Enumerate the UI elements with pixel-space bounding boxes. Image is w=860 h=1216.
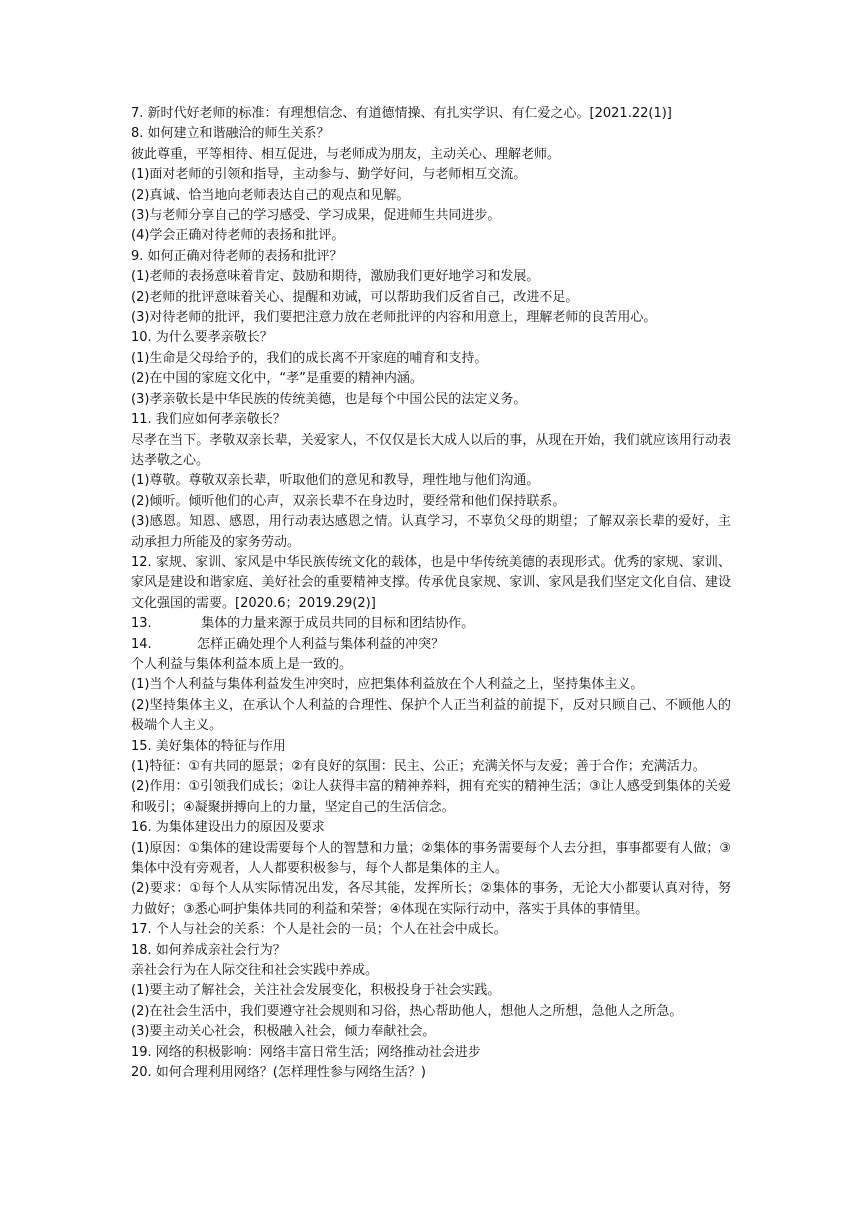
answer-14-intro: 个人利益与集体利益本质上是一致的。 xyxy=(131,656,353,672)
question-20: 20. 如何合理利用网络？(怎样理性参与网络生活？) xyxy=(131,1065,426,1081)
answer-11-point-1: (1)尊敬。尊敬双亲长辈，听取他们的意见和教导，理性地与他们沟通。 xyxy=(131,473,540,489)
answer-18-point-2: (2)在社会生活中，我们要遵守社会规则和习俗，热心帮助他人，想他人之所想，急他人之所急。 xyxy=(131,1003,683,1019)
answer-9-point-2: (2)老师的批评意味着关心、提醒和劝诫，可以帮助我们反省自己，改进不足。 xyxy=(131,289,579,305)
question-11: 11. 我们应如何孝亲敬长？ xyxy=(131,412,286,428)
answer-10-point-2: (2)在中国的家庭文化中，“孝”是重要的精神内涵。 xyxy=(131,371,423,387)
answer-11-intro: 尽孝在当下。孝敬双亲长辈，关爱家人，不仅仅是长大成人以后的事，从现在开始，我们就应该用行动表达孝敬之心。 xyxy=(131,432,731,468)
answer-8-intro: 彼此尊重，平等相待、相互促进，与老师成为朋友，主动关心、理解老师。 xyxy=(131,146,561,162)
answer-14-point-1: (1)当个人利益与集体利益发生冲突时，应把集体利益放在个人利益之上，坚持集体主义。 xyxy=(131,677,644,693)
item-7: 7. 新时代好老师的标准：有理想信念、有道德情操、有扎实学识、有仁爱之心。[2021.22(1)] xyxy=(131,106,672,121)
answer-11-point-2: (2)倾听。倾听他们的心声，双亲长辈不在身边时，要经常和他们保持联系。 xyxy=(131,493,566,509)
answer-8-point-3: (3)与老师分享自己的学习感受、学习成果，促进师生共同进步。 xyxy=(131,208,501,224)
answer-8-point-2: (2)真诚、恰当地向老师表达自己的观点和见解。 xyxy=(131,187,410,203)
document-page xyxy=(131,104,731,1084)
answer-14-point-2: (2)坚持集体主义，在承认个人利益的合理性、保护个人正当利益的前提下，反对只顾自己、不顾他人的极端个人主义。 xyxy=(131,697,731,734)
answer-9-point-3: (3)对待老师的批评，我们要把注意力放在老师批评的内容和用意上，理解老师的良苦用心。 xyxy=(131,310,657,326)
answer-8-point-1: (1)面对老师的引领和指导，主动参与、勤学好问，与老师相互交流。 xyxy=(131,167,527,183)
answer-10-point-3: (3)孝亲敬长是中华民族的传统美德，也是每个中国公民的法定义务。 xyxy=(131,391,527,407)
heading-15: 15. 美好集体的特征与作用 xyxy=(131,738,286,754)
answer-18-intro: 亲社会行为在人际交往和社会实践中养成。 xyxy=(131,963,379,979)
answer-8-point-4: (4)学会正确对待老师的表扬和批评。 xyxy=(131,228,345,244)
item-19: 19. 网络的积极影响：网络丰富日常生活；网络推动社会进步 xyxy=(131,1044,481,1060)
item-17: 17. 个人与社会的关系：个人是社会的一员；个人在社会中成长。 xyxy=(131,922,507,938)
question-18: 18. 如何养成亲社会行为？ xyxy=(131,942,286,958)
answer-15-features: (1)特征：①有共同的愿景；②有良好的氛围：民主、公正；充满关怀与友爱；善于合作；充满活力。 xyxy=(131,759,706,774)
heading-16: 16. 为集体建设出力的原因及要求 xyxy=(131,820,325,836)
answer-16-requirements: (2)要求：①每个人从实际情况出发，各尽其能，发挥所长；②集体的事务，无论大小都要认真对待，努力做好；③悉心呵护集体共同的利益和荣誉；④体现在实际行动中，落实于具体的事情里。 xyxy=(131,881,731,917)
question-9: 9. 如何正确对待老师的表扬和批评？ xyxy=(131,248,343,264)
answer-15-roles: (2)作用：①引领我们成长；②让人获得丰富的精神养料，拥有充实的精神生活；③让人感受到集体的关爱和吸引；④凝聚拼搏向上的力量，坚定自己的生活信念。 xyxy=(131,779,731,815)
item-13: 13. 集体的力量来源于成员共同的目标和团结协作。 xyxy=(131,616,475,632)
answer-16-reasons: (1)原因：①集体的建设需要每个人的智慧和力量；②集体的事务需要每个人去分担，事事都要有人做；③集体中没有旁观者，人人都要积极参与，每个人都是集体的主人。 xyxy=(131,840,731,877)
answer-11-point-3: (3)感恩。知恩、感恩，用行动表达感恩之情。认真学习，不辜负父母的期望；了解双亲长辈的爱好，主动承担力所能及的家务劳动。 xyxy=(131,514,731,550)
question-8: 8. 如何建立和谐融洽的师生关系？ xyxy=(131,126,330,142)
answer-10-point-1: (1)生命是父母给予的，我们的成长离不开家庭的哺育和支持。 xyxy=(131,350,488,366)
question-14: 14. 怎样正确处理个人利益与集体利益的冲突？ xyxy=(131,636,445,652)
answer-9-point-1: (1)老师的表扬意味着肯定、鼓励和期待，激励我们更好地学习和发展。 xyxy=(131,269,540,285)
answer-18-point-3: (3)要主动关心社会，积极融入社会，倾力奉献社会。 xyxy=(131,1024,436,1040)
answer-18-point-1: (1)要主动了解社会，关注社会发展变化，积极投身于社会实践。 xyxy=(131,983,501,999)
item-12: 12. 家规、家训、家风是中华民族传统文化的载体，也是中华传统美德的表现形式。优秀的家规、家训、家风是建设和谐家庭、美好社会的重要精神支撑。传承优良家规、家训、家风是我们坚定文化自信、建设文化强国的需要。[2020.6；2019.29(2)] xyxy=(131,554,731,611)
question-10: 10. 为什么要孝亲敬长？ xyxy=(131,330,273,346)
